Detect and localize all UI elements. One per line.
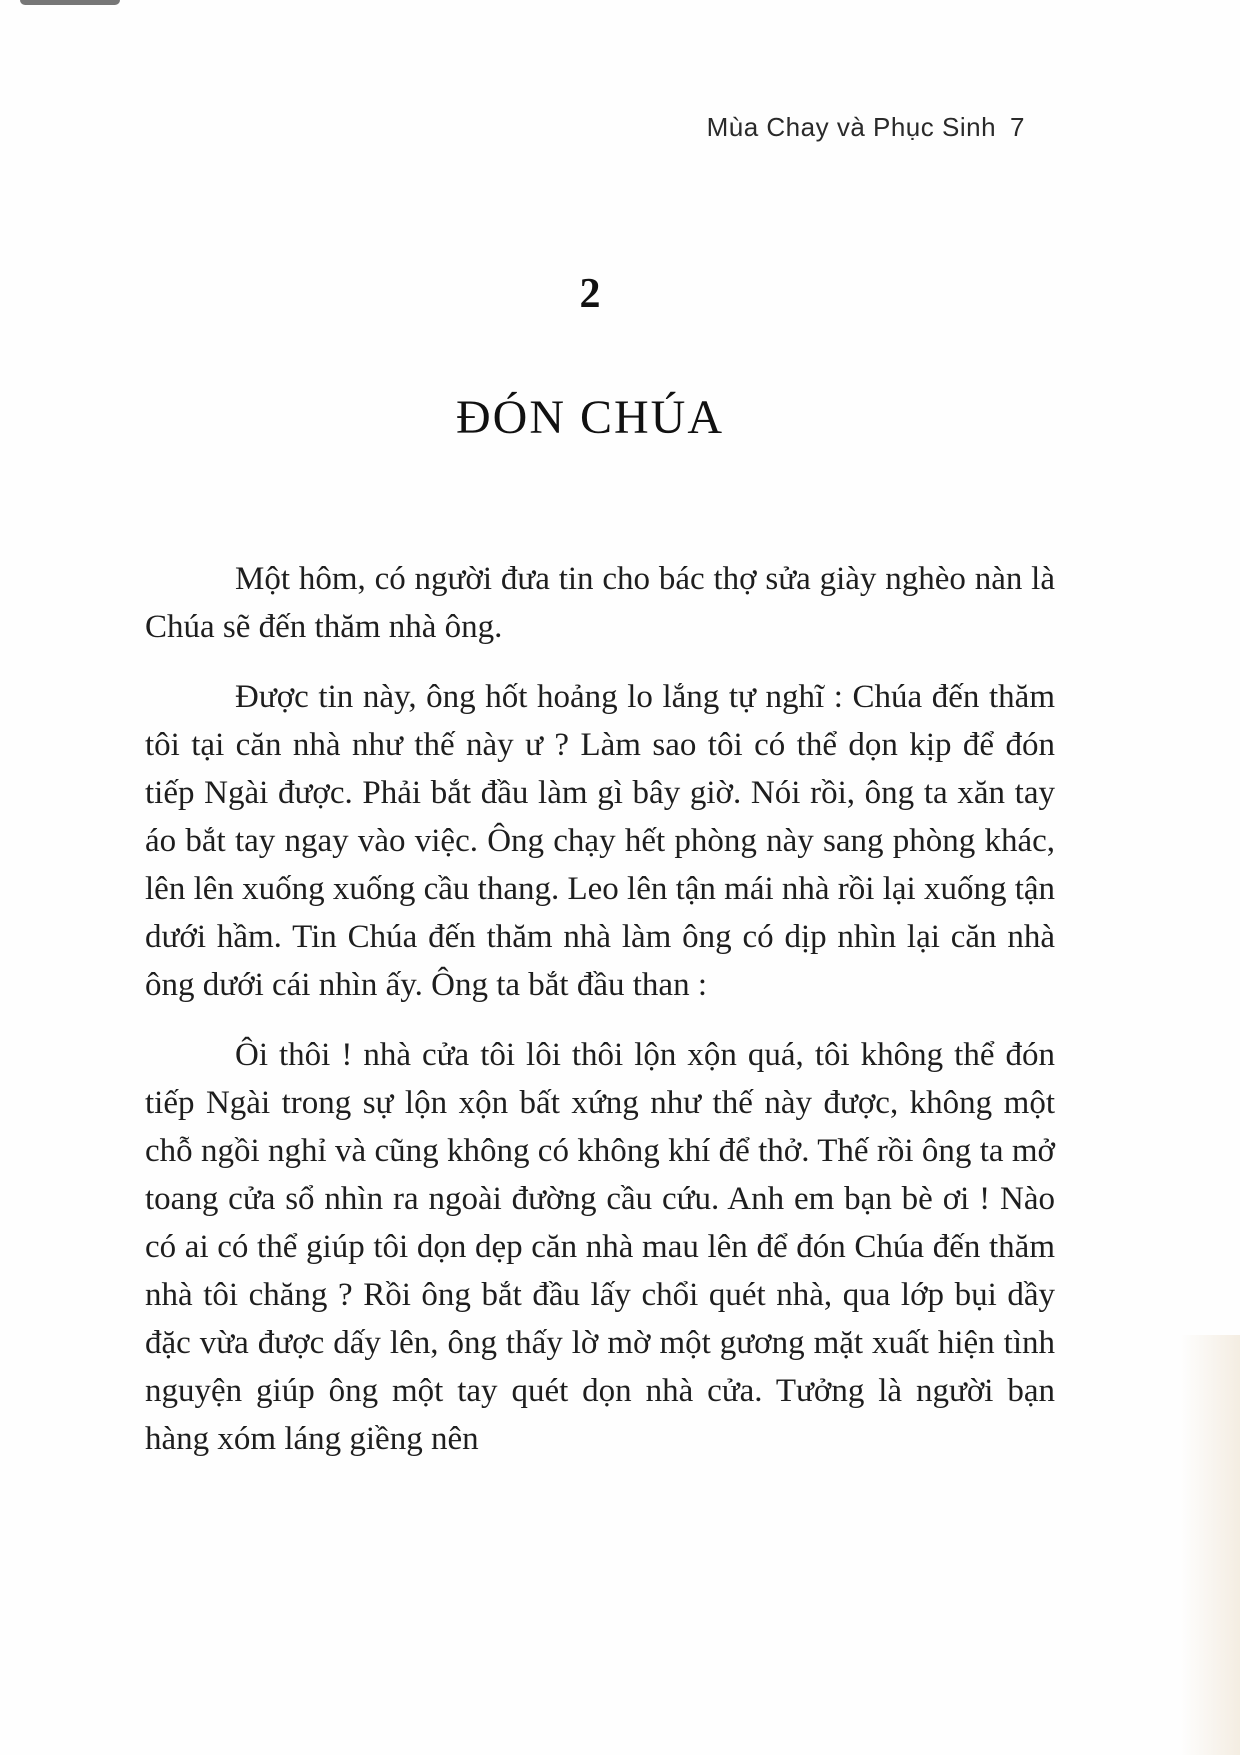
paragraph: Ôi thôi ! nhà cửa tôi lôi thôi lộn xộn quá, tôi không thể đón tiếp Ngài trong sự lộn xộn bất xứng như thế này được, không một chỗ ngồi nghỉ và cũng không có không khí để thở. Thế rồi ông ta mở toang cửa sổ nhìn ra ngoài đường cầu cứu. Anh em bạn bè ơi ! Nào có ai có thể giúp tôi dọn dẹp căn nhà mau lên để đón Chúa đến thăm nhà tôi chăng ? Rồi ông bắt đầu lấy chổi quét nhà, qua lớp bụi dầy đặc vừa được dấy lên, ông thấy lờ mờ một gương mặt xuất hiện tình nguyện giúp ông một tay quét dọn nhà cửa. Tưởng là người bạn hàng xóm láng giềng nên (145, 1037, 1055, 1457)
running-header (707, 112, 1025, 143)
chapter-title: ĐÓN CHÚA (456, 391, 724, 444)
paragraph: Được tin này, ông hốt hoảng lo lắng tự nghĩ : Chúa đến thăm tôi tại căn nhà như thế này ư ? Làm sao tôi có thể dọn kịp để đón tiếp Ngài được. Phải bắt đầu làm gì bây giờ. Nói rồi, ông ta xăn tay áo bắt tay ngay vào việc. Ông chạy hết phòng này sang phòng khác, lên lên xuống xuống cầu thang. Leo lên tận mái nhà rồi lại xuống tận dưới hầm. Tin Chúa đến thăm nhà làm ông có dịp nhìn lại căn nhà ông dưới cái nhìn ấy. Ông ta bắt đầu than : (145, 679, 1056, 1003)
page-shadow (1180, 1335, 1240, 1755)
body-text (145, 555, 1055, 1485)
page-number: 7 (1010, 112, 1025, 142)
paragraph: Một hôm, có người đưa tin cho bác thợ sửa giày nghèo nàn là Chúa sẽ đến thăm nhà ông. (145, 561, 1055, 645)
running-title: Mùa Chay và Phục Sinh (706, 112, 997, 142)
page-edge-mark (20, 0, 120, 5)
chapter-number: 2 (579, 271, 601, 317)
